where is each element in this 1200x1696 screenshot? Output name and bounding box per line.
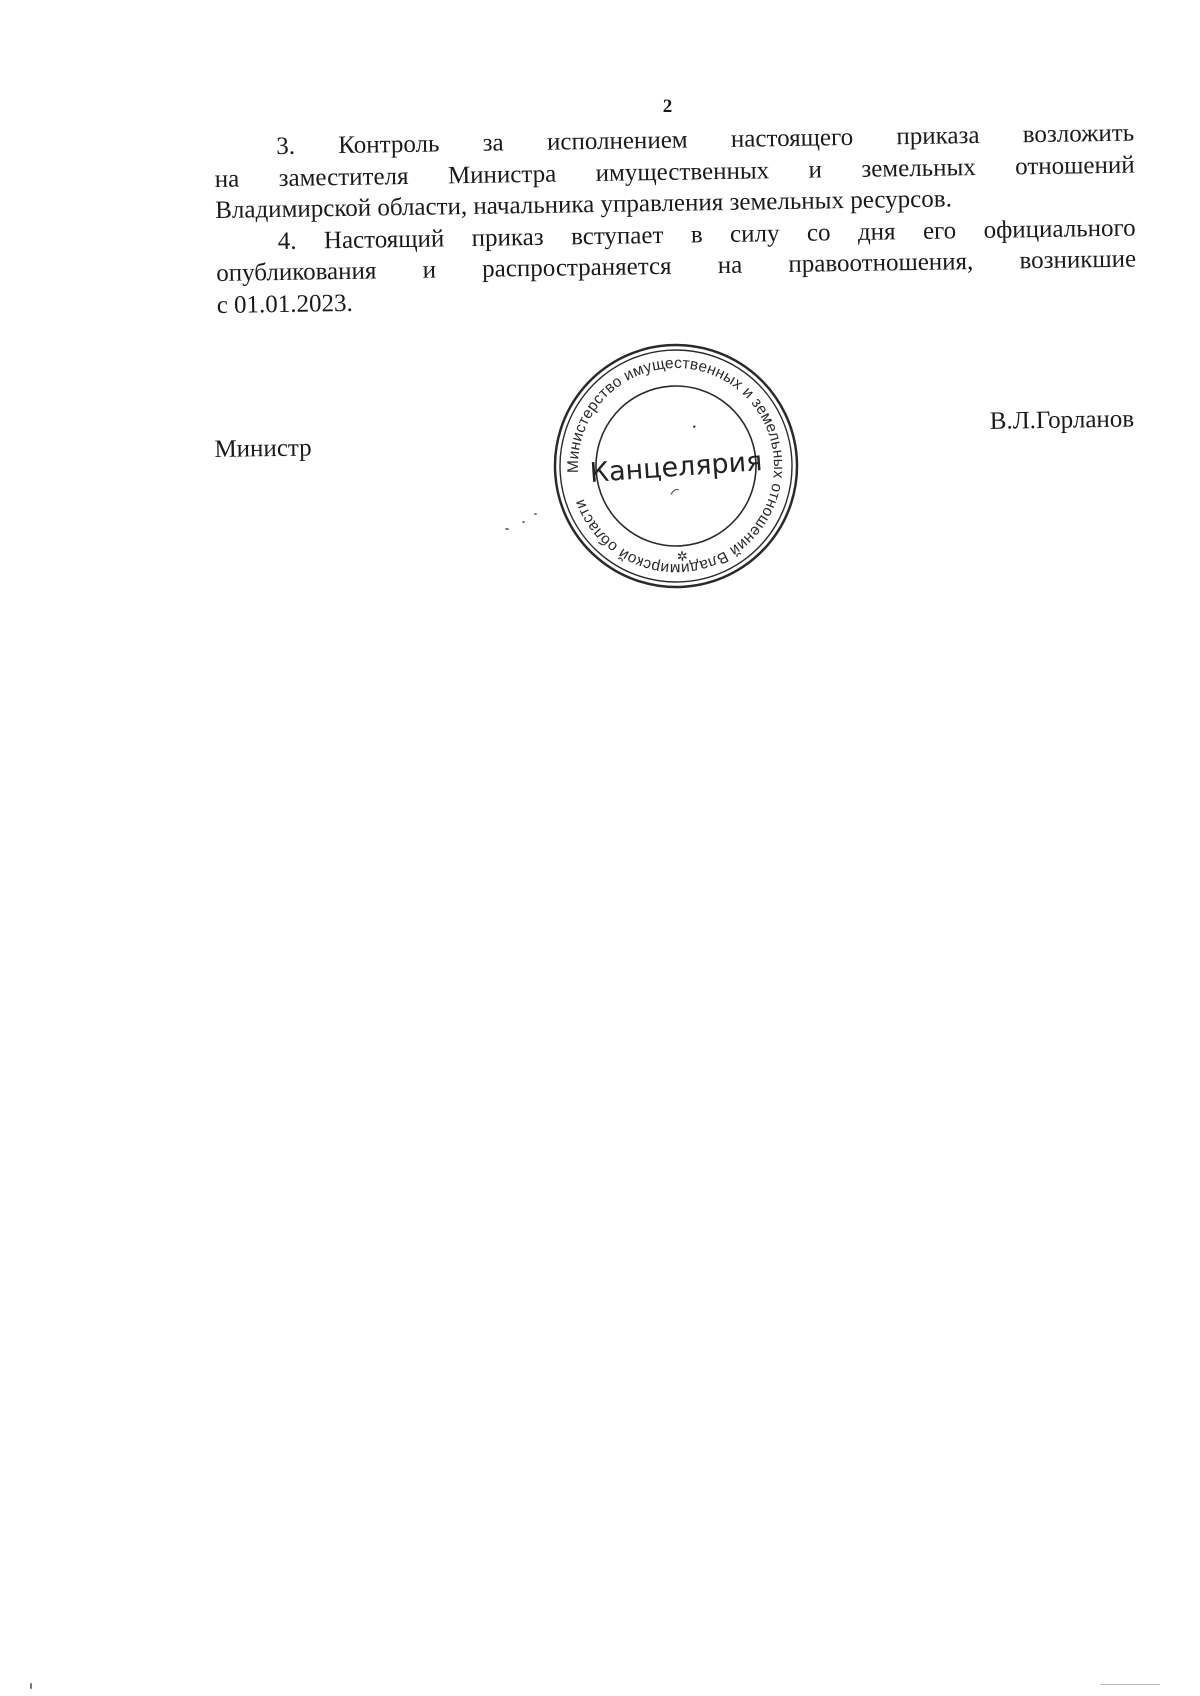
signer-name: В.Л.Горланов <box>989 405 1135 435</box>
paragraph-4-line-2: опубликования и распространяется на правоотношения, возникшие <box>216 245 1137 287</box>
stamp-ring-text: Министерство имущественных и земельных отношений Владимирской области <box>564 354 788 578</box>
paragraph-3-line-2: на заместителя Министра имущественных и земельных отношений <box>214 151 1135 193</box>
paragraph-3-line-1: 3. Контроль за исполнением настоящего приказа возложить <box>276 119 1135 161</box>
paragraph-3 <box>214 118 1135 227</box>
stamp-star-icon: ✲ <box>676 548 689 565</box>
scan-speck <box>30 1683 32 1689</box>
stamp-center-text: Канцелярия <box>588 446 764 489</box>
scan-speck <box>505 528 509 530</box>
official-stamp <box>544 334 809 599</box>
scan-speck <box>522 521 525 523</box>
paragraph-3-line-3: Владимирской области, начальника управления земельных ресурсов. <box>215 185 953 224</box>
scan-speck <box>534 513 537 515</box>
paragraph-4 <box>215 212 1136 321</box>
scan-speck <box>1100 1684 1160 1685</box>
paragraph-4-line-1: 4. Настоящий приказ вступает в силу со дня его официального <box>277 214 1136 255</box>
document-body <box>214 118 1137 321</box>
paragraph-4-line-3: с 01.01.2023. <box>216 289 354 319</box>
page-number: 2 <box>662 96 673 117</box>
signer-position: Министр <box>214 434 312 463</box>
stamp-seal-icon <box>544 334 809 599</box>
